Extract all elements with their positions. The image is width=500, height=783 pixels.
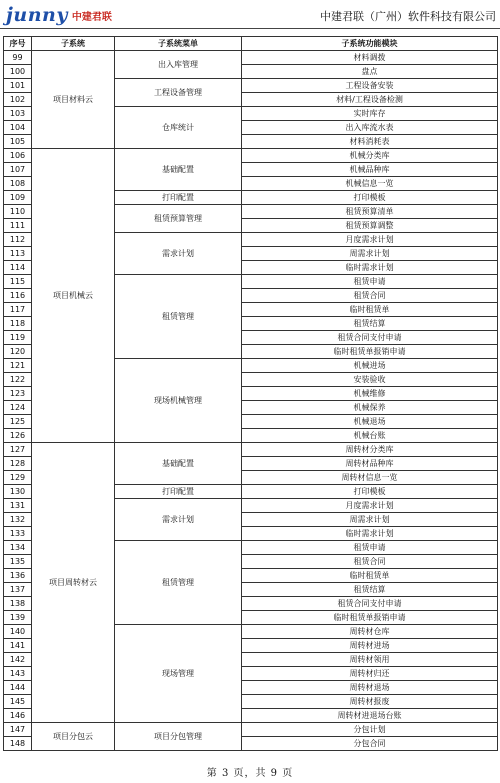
- company-name: 中建君联（广州）软件科技有限公司: [320, 10, 496, 23]
- row-index: 103: [4, 107, 32, 121]
- module-cell: 租赁合同: [242, 555, 498, 569]
- module-cell: 月度需求计划: [242, 499, 498, 513]
- row-index: 148: [4, 737, 32, 751]
- row-index: 129: [4, 471, 32, 485]
- module-cell: 租赁预算调整: [242, 219, 498, 233]
- row-index: 113: [4, 247, 32, 261]
- row-index: 128: [4, 457, 32, 471]
- module-cell: 租赁结算: [242, 317, 498, 331]
- row-index: 108: [4, 177, 32, 191]
- module-cell: 租赁预算清单: [242, 205, 498, 219]
- menu-cell: 租赁管理: [115, 541, 242, 625]
- table-header-row: [4, 37, 498, 51]
- row-index: 131: [4, 499, 32, 513]
- function-table: [3, 36, 498, 751]
- module-cell: 周转材信息一览: [242, 471, 498, 485]
- module-cell: 工程设备安装: [242, 79, 498, 93]
- module-cell: 出入库流水表: [242, 121, 498, 135]
- table-row: [4, 443, 498, 457]
- menu-cell: 打印配置: [115, 191, 242, 205]
- column-header-index: 序号: [4, 37, 32, 51]
- row-index: 106: [4, 149, 32, 163]
- menu-cell: 项目分包管理: [115, 723, 242, 751]
- module-cell: 周转材进退场台账: [242, 709, 498, 723]
- row-index: 139: [4, 611, 32, 625]
- module-cell: 周转材报废: [242, 695, 498, 709]
- menu-cell: 租赁管理: [115, 275, 242, 359]
- module-cell: 临时需求计划: [242, 527, 498, 541]
- column-header-subsystem: 子系统: [32, 37, 115, 51]
- module-cell: 临时需求计划: [242, 261, 498, 275]
- header-rule: [0, 28, 500, 29]
- row-index: 142: [4, 653, 32, 667]
- module-cell: 租赁结算: [242, 583, 498, 597]
- module-cell: 月度需求计划: [242, 233, 498, 247]
- subsystem-cell: 项目机械云: [32, 149, 115, 443]
- module-cell: 周转材仓库: [242, 625, 498, 639]
- row-index: 120: [4, 345, 32, 359]
- row-index: 105: [4, 135, 32, 149]
- page-header: [0, 0, 500, 30]
- row-index: 121: [4, 359, 32, 373]
- module-cell: 周转材进场: [242, 639, 498, 653]
- row-index: 123: [4, 387, 32, 401]
- row-index: 146: [4, 709, 32, 723]
- menu-cell: 需求计划: [115, 499, 242, 541]
- row-index: 125: [4, 415, 32, 429]
- row-index: 135: [4, 555, 32, 569]
- row-index: 102: [4, 93, 32, 107]
- page-number: 第 3 页，共 9 页: [206, 768, 294, 779]
- menu-cell: 租赁预算管理: [115, 205, 242, 233]
- menu-cell: 工程设备管理: [115, 79, 242, 107]
- module-cell: 临时租赁单报销申请: [242, 611, 498, 625]
- row-index: 112: [4, 233, 32, 247]
- module-cell: 机械进场: [242, 359, 498, 373]
- row-index: 107: [4, 163, 32, 177]
- module-cell: 临时租赁单: [242, 569, 498, 583]
- row-index: 137: [4, 583, 32, 597]
- row-index: 111: [4, 219, 32, 233]
- module-cell: 租赁合同支付申请: [242, 597, 498, 611]
- module-cell: 租赁申请: [242, 541, 498, 555]
- module-cell: 材料消耗表: [242, 135, 498, 149]
- column-header-module: 子系统功能模块: [242, 37, 498, 51]
- row-index: 140: [4, 625, 32, 639]
- row-index: 145: [4, 695, 32, 709]
- company-logo: [6, 4, 112, 26]
- module-cell: 机械信息一览: [242, 177, 498, 191]
- module-cell: 材料/工程设备检测: [242, 93, 498, 107]
- module-cell: 租赁合同支付申请: [242, 331, 498, 345]
- row-index: 114: [4, 261, 32, 275]
- module-cell: 盘点: [242, 65, 498, 79]
- module-cell: 周转材退场: [242, 681, 498, 695]
- column-header-menu: 子系统菜单: [115, 37, 242, 51]
- module-cell: 材料调拨: [242, 51, 498, 65]
- module-cell: 机械品种库: [242, 163, 498, 177]
- row-index: 100: [4, 65, 32, 79]
- module-cell: 周转材归还: [242, 667, 498, 681]
- module-cell: 机械维修: [242, 387, 498, 401]
- menu-cell: 现场管理: [115, 625, 242, 723]
- row-index: 119: [4, 331, 32, 345]
- row-index: 117: [4, 303, 32, 317]
- menu-cell: 基础配置: [115, 149, 242, 191]
- module-cell: 周转材领用: [242, 653, 498, 667]
- row-index: 127: [4, 443, 32, 457]
- row-index: 101: [4, 79, 32, 93]
- subsystem-cell: 项目周转材云: [32, 443, 115, 723]
- module-cell: 打印模板: [242, 485, 498, 499]
- module-cell: 机械台账: [242, 429, 498, 443]
- row-index: 144: [4, 681, 32, 695]
- row-index: 122: [4, 373, 32, 387]
- row-index: 126: [4, 429, 32, 443]
- row-index: 110: [4, 205, 32, 219]
- row-index: 134: [4, 541, 32, 555]
- row-index: 104: [4, 121, 32, 135]
- module-cell: 机械退场: [242, 415, 498, 429]
- logo-chinese-name: 中建君联: [71, 11, 112, 23]
- module-cell: 周转材分类库: [242, 443, 498, 457]
- row-index: 133: [4, 527, 32, 541]
- module-cell: 打印模板: [242, 191, 498, 205]
- menu-cell: 现场机械管理: [115, 359, 242, 443]
- module-cell: 分包合同: [242, 737, 498, 751]
- module-cell: 周需求计划: [242, 513, 498, 527]
- row-index: 130: [4, 485, 32, 499]
- table-row: [4, 51, 498, 65]
- module-cell: 机械保养: [242, 401, 498, 415]
- module-cell: 周需求计划: [242, 247, 498, 261]
- subsystem-cell: 项目分包云: [32, 723, 115, 751]
- module-cell: 实时库存: [242, 107, 498, 121]
- module-cell: 安装验收: [242, 373, 498, 387]
- menu-cell: 仓库统计: [115, 107, 242, 149]
- row-index: 147: [4, 723, 32, 737]
- module-cell: 租赁申请: [242, 275, 498, 289]
- row-index: 115: [4, 275, 32, 289]
- row-index: 136: [4, 569, 32, 583]
- module-cell: 租赁合同: [242, 289, 498, 303]
- table-row: [4, 149, 498, 163]
- row-index: 99: [4, 51, 32, 65]
- module-cell: 周转材品种库: [242, 457, 498, 471]
- menu-cell: 需求计划: [115, 233, 242, 275]
- row-index: 143: [4, 667, 32, 681]
- menu-cell: 基础配置: [115, 443, 242, 485]
- menu-cell: 出入库管理: [115, 51, 242, 79]
- menu-cell: 打印配置: [115, 485, 242, 499]
- row-index: 141: [4, 639, 32, 653]
- row-index: 118: [4, 317, 32, 331]
- logo-wordmark: junny: [6, 4, 68, 26]
- module-cell: 机械分类库: [242, 149, 498, 163]
- row-index: 124: [4, 401, 32, 415]
- row-index: 132: [4, 513, 32, 527]
- table-row: [4, 723, 498, 737]
- subsystem-cell: 项目材料云: [32, 51, 115, 149]
- row-index: 116: [4, 289, 32, 303]
- table-body: [4, 51, 498, 751]
- row-index: 138: [4, 597, 32, 611]
- row-index: 109: [4, 191, 32, 205]
- module-cell: 临时租赁单: [242, 303, 498, 317]
- module-cell: 临时租赁单报销申请: [242, 345, 498, 359]
- module-cell: 分包计划: [242, 723, 498, 737]
